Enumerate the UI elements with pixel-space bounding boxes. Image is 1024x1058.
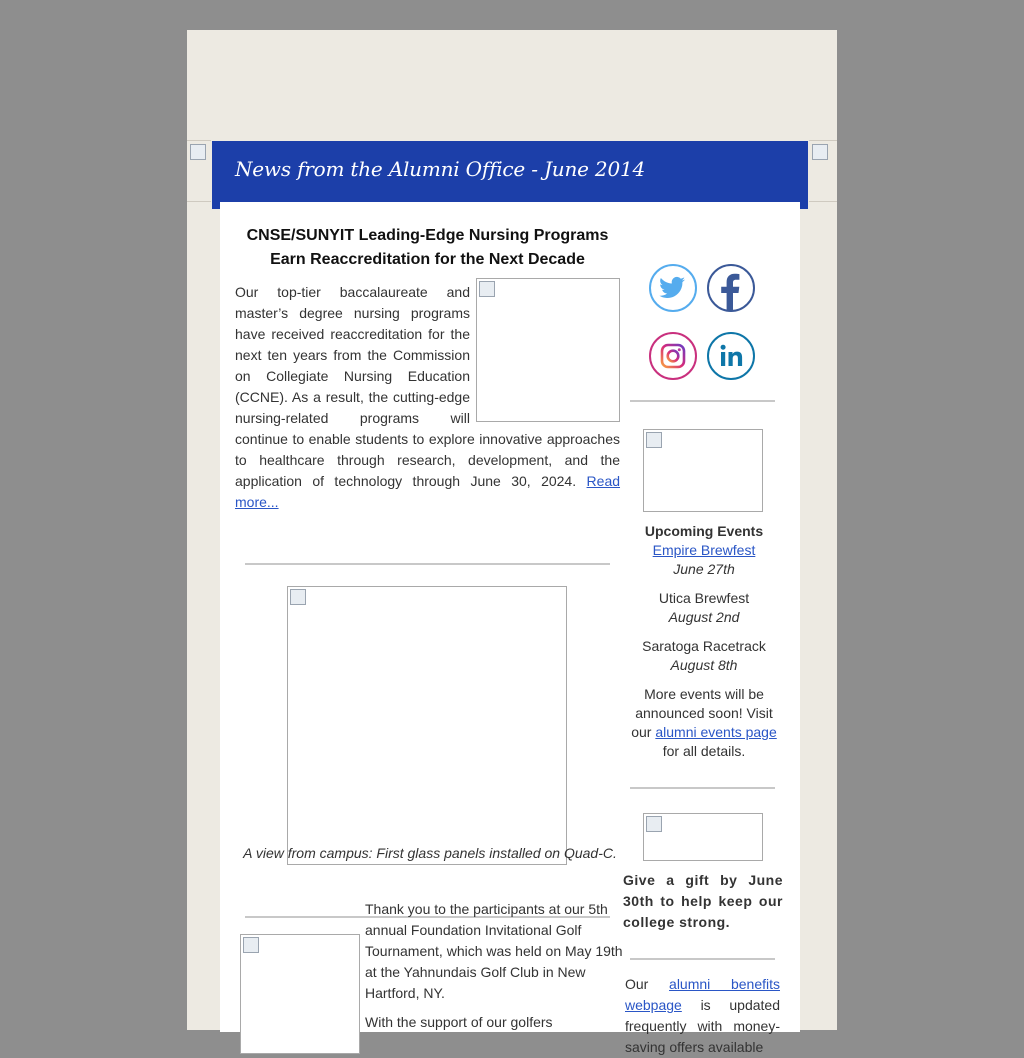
- event-date: August 2nd: [668, 609, 740, 625]
- instagram-icon[interactable]: [649, 332, 697, 380]
- alumni-events-page-link[interactable]: alumni events page: [655, 724, 777, 740]
- left-edge-strip: [187, 140, 211, 202]
- events-heading: Upcoming Events: [644, 523, 764, 539]
- gift-message: Give a gift by June 30th to help keep our college strong.: [623, 872, 783, 930]
- newsletter-shell: [187, 30, 837, 1055]
- campus-photo: [287, 586, 567, 865]
- facebook-icon[interactable]: [707, 264, 755, 312]
- article-headline: CNSE/SUNYIT Leading-Edge Nursing Programs Earn Reaccreditation for the Next Decade: [246, 227, 609, 268]
- divider: [245, 563, 610, 565]
- upcoming-events: [622, 522, 786, 771]
- read-more-link[interactable]: Read more...: [235, 473, 621, 510]
- events-image: [643, 429, 763, 512]
- article-text: Our top-tier baccalaureate and master’s degree nursing programs have received reaccreditation for the next ten years from the Commission on Collegiate Nursing Education (CCNE). As a result, the cutting-edge nursing-related programs will continue to enable students to explore innovative approaches to healthcare through research, development, and the application of technology through June 30, 2024.: [235, 284, 620, 489]
- event-name: Utica Brewfest: [658, 590, 750, 606]
- golf-paragraph-1: Thank you to the participants at our 5th annual Foundation Invitational Golf Tournament, which was held on May 19th at the Yahnundais Golf Club in New Hartford, NY.: [365, 901, 623, 1001]
- facebook-f-shape: [709, 266, 753, 310]
- nursing-image-container: [476, 278, 620, 422]
- twitter-icon[interactable]: [649, 264, 697, 312]
- benefits-text: Our: [625, 976, 649, 992]
- divider: [630, 787, 775, 789]
- golf-article: [365, 899, 623, 1041]
- linkedin-icon[interactable]: [707, 332, 755, 380]
- golf-paragraph-2: With the support of our golfers: [365, 1014, 553, 1030]
- right-edge-strip: [809, 140, 837, 202]
- alumni-benefits-link[interactable]: alumni benefits webpage: [625, 976, 780, 1013]
- header-banner: [212, 141, 808, 209]
- gift-image: [643, 813, 763, 861]
- benefits-blurb: [625, 974, 780, 1058]
- content-area: [220, 202, 800, 1055]
- broken-image-icon: [810, 142, 830, 162]
- campus-caption: A view from campus: First glass panels installed on Quad-C.: [243, 845, 617, 861]
- linkedin-in-shape: [709, 334, 753, 378]
- golf-photo: [240, 934, 360, 1054]
- event-date: August 8th: [670, 657, 738, 673]
- instagram-camera-shape: [651, 334, 695, 378]
- events-more-text: More events will be announced soon! Visit our: [631, 686, 773, 740]
- article-body: [235, 282, 620, 513]
- benefits-text-end: is updated frequently with money-saving offers available: [625, 997, 781, 1055]
- events-more-text-end: for all details.: [662, 743, 746, 759]
- twitter-bird-shape: [651, 266, 695, 310]
- event-link-empire-brewfest[interactable]: Empire Brewfest: [652, 542, 756, 558]
- divider: [630, 400, 775, 402]
- event-name: Saratoga Racetrack: [642, 638, 766, 654]
- event-date: June 27th: [673, 561, 735, 577]
- nursing-image: [476, 278, 620, 422]
- banner-title: News from the Alumni Office - June 2014: [235, 157, 646, 181]
- broken-image-icon: [188, 142, 208, 162]
- divider: [630, 958, 775, 960]
